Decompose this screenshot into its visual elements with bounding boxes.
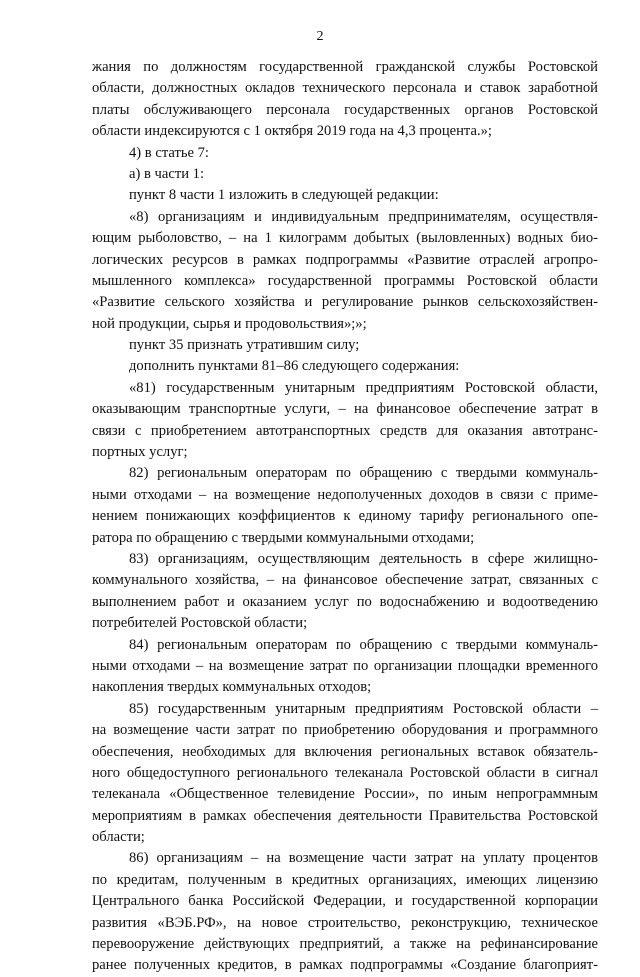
text-line: пункт 35 признать утратившим силу;	[129, 337, 360, 354]
text-line: «81) государственным унитарным предприятиям Ростовской области,	[129, 379, 598, 396]
text-line: 83) организациям, осуществляющим деятельность в сфере жилищно-	[129, 550, 598, 567]
text-line: ратора по обращению с твердыми коммунальными отходами;	[92, 529, 475, 546]
text-line: 4) в статье 7:	[129, 144, 209, 161]
document-body	[92, 57, 598, 977]
text-line: накопления твердых коммунальных отходов;	[92, 679, 372, 696]
text-line: мероприятиям в рамках обеспечения деятельности Правительства Ростовской	[92, 807, 598, 824]
text-line: ющим рыболовство, – на 1 килограмм добытых (выловленных) водных био-	[92, 230, 598, 247]
text-line: портных услуг;	[92, 444, 188, 461]
text-line: области;	[92, 829, 145, 846]
text-line: перевооружение действующих предприятий, а также на рефинансирование	[92, 936, 598, 953]
text-line: Центрального банка Российской Федерации, и государственной корпорации	[92, 893, 598, 910]
text-line: выполнением работ и оказанием услуг по водоснабжению и водоотведению	[92, 593, 598, 610]
text-line: ранее полученных кредитов, в рамках подпрограммы «Создание благоприят-	[92, 957, 598, 974]
text-line: ной продукции, сырья и продовольствия»;»;	[92, 315, 367, 332]
text-line: 84) региональным операторам по обращению с твердыми коммуналь-	[129, 636, 598, 653]
text-line: потребителей Ростовской области;	[92, 615, 308, 632]
text-line: развития «ВЭБ.РФ», на новое строительство, реконструкцию, техническое	[92, 914, 598, 931]
text-line: телеканала «Общественное телевидение России», по иным непрограммным	[92, 786, 598, 803]
text-line: области индексируются с 1 октября 2019 года на 4,3 процента.»;	[92, 123, 492, 140]
text-line: по кредитам, полученным в кредитных организациях, имеющих лицензию	[92, 871, 598, 888]
text-line: обеспечения, необходимых для включения региональных вставок обязатель-	[92, 743, 598, 760]
text-line: пункт 8 части 1 изложить в следующей редакции:	[129, 187, 439, 204]
text-line: «Развитие сельского хозяйства и регулирование рынков сельскохозяйствен-	[92, 294, 598, 311]
text-line: 82) региональным операторам по обращению с твердыми коммуналь-	[129, 465, 598, 482]
text-line: мышленного комплекса» государственной программы Ростовской области	[92, 272, 598, 289]
text-line: 86) организациям – на возмещение части затрат на уплату процентов	[129, 850, 598, 867]
text-line: платы обслуживающего персонала государственных органов Ростовской	[92, 101, 598, 118]
text-line: логических ресурсов в рамках подпрограммы «Развитие отраслей агропро-	[92, 251, 598, 268]
text-line: коммунального хозяйства, – на финансовое обеспечение затрат, связанных с	[92, 572, 598, 589]
page-number: 2	[316, 29, 324, 44]
text-line: оказывающим транспортные услуги, – на финансовое обеспечение затрат в	[92, 401, 598, 418]
text-line: а) в части 1:	[129, 165, 205, 182]
text-line: 85) государственным унитарным предприятиям Ростовской области –	[129, 700, 598, 717]
text-line: «8) организациям и индивидуальным предпринимателям, осуществля-	[129, 208, 598, 225]
text-line: на возмещение части затрат по приобретению оборудования и программного	[92, 722, 598, 739]
text-line: ными отходами – на возмещение недополученных доходов в связи с приме-	[92, 486, 598, 503]
text-line: ного общедоступного регионального телеканала Ростовской области в сигнал	[92, 764, 598, 781]
text-line: нением понижающих коэффициентов к единому тарифу регионального опе-	[92, 508, 598, 525]
text-line: области, должностных окладов технического персонала и ставок заработной	[92, 80, 598, 97]
text-line: связи с приобретением автотранспортных средств для оказания автотранс-	[92, 422, 598, 439]
text-line: жания по должностям государственной гражданской службы Ростовской	[92, 59, 598, 75]
text-line: ными отходами – на возмещение затрат по организации площадки временного	[92, 657, 598, 674]
text-line: дополнить пунктами 81–86 следующего содержания:	[129, 358, 460, 375]
